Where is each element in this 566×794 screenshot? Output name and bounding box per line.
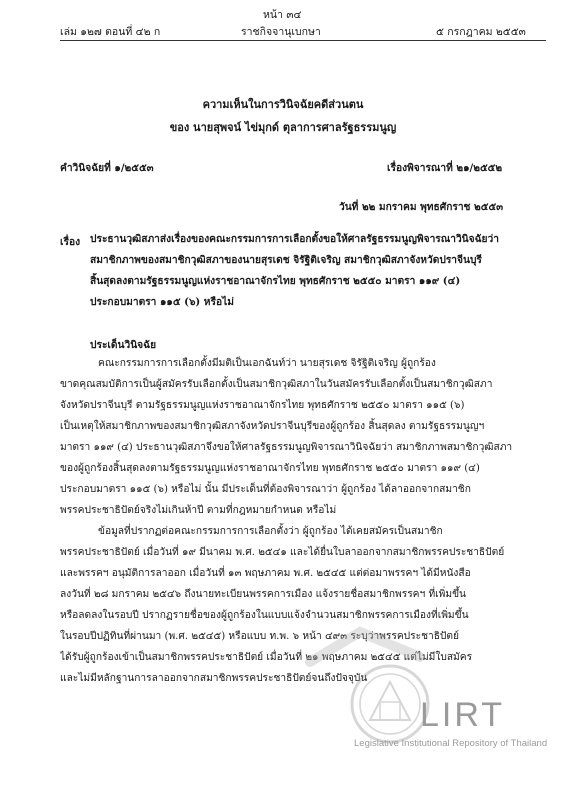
- text-line: ลงวันที่ ๒๘ มกราคม ๒๕๔๖ ถึงนายทะเบียนพรรคการเมือง แจ้งรายชื่อสมาชิกพรรคฯ ที่เพิ่มขึ้น: [60, 589, 467, 600]
- text-line: ประกอบมาตรา ๑๑๕ (๖) หรือไม่ นั้น มีประเด็นที่ต้องพิจารณาว่า ผู้ถูกร้อง ได้ลาออกจากสมาชิก: [60, 484, 471, 495]
- text-line: พรรคประชาธิปัตย์ เมื่อวันที่ ๑๙ มีนาคม พ.ศ. ๒๕๔๑ และได้ยื่นใบลาออกจากสมาชิกพรรคประชาธิปัตย์: [60, 547, 505, 558]
- document-title: ความเห็นในการวินิจฉัยคดีส่วนตน: [202, 98, 364, 111]
- subject-label: เรื่อง: [60, 236, 81, 248]
- volume-issue: เล่ม ๑๒๗ ตอนที่ ๔๒ ก: [60, 26, 161, 38]
- ruling-date: วันที่ ๒๒ มกราคม พุทธศักราช ๒๕๕๓: [339, 201, 504, 213]
- subject-line: ประธานวุฒิสภาส่งเรื่องของคณะกรรมการการเลือกตั้งขอให้ศาลรัฐธรรมนูญพิจารณาวินิจฉัยว่า: [90, 233, 499, 245]
- document-subtitle: ของ นายสุพจน์ ไข่มุกด์ ตุลาการศาลรัฐธรรมนูญ: [169, 121, 397, 134]
- subject-line: ประกอบมาตรา ๑๑๕ (๖) หรือไม่: [90, 296, 234, 308]
- subject-line: สิ้นสุดลงตามรัฐธรรมนูญแห่งราชอาณาจักรไทย พุทธศักราช ๒๕๕๐ มาตรา ๑๑๙ (๔): [90, 275, 461, 287]
- text-line: ในรอบปีปฏิทินที่ผ่านมา (พ.ศ. ๒๕๔๕) หรือแบบ ท.พ. ๖ หน้า ๔๙๓ ระบุว่าพรรคประชาธิปัตย์: [60, 631, 459, 642]
- case-number: เรื่องพิจารณาที่ ๒๑/๒๕๕๒: [387, 162, 503, 174]
- text-line: ได้รับผู้ถูกร้องเข้าเป็นสมาชิกพรรคประชาธิปัตย์ เมื่อวันที่ ๒๑ พฤษภาคม ๒๕๔๕ แต่ไม่มีใบสมัคร: [60, 652, 473, 663]
- ruling-number: คำวินิจฉัยที่ ๑/๒๕๕๓: [60, 162, 154, 174]
- text-line: และไม่มีหลักฐานการลาออกจากสมาชิกพรรคประชาธิปัตย์จนถึงปัจจุบัน: [60, 673, 368, 684]
- text-line: ขาดคุณสมบัติการเป็นผู้สมัครรับเลือกตั้งเป็นสมาชิกวุฒิสภาในวันสมัครรับเลือกตั้งเป็นสมาชิกวุฒิสภา: [60, 379, 493, 390]
- issue-heading: ประเด็นวินิจฉัย: [90, 339, 157, 351]
- paragraph-issue: [60, 353, 546, 521]
- text-line: คณะกรรมการการเลือกตั้งมีมติเป็นเอกฉันท์ว่า นายสุรเดช จิรัฐิติเจริญ ผู้ถูกร้อง: [98, 358, 436, 369]
- text-line: พรรคประชาธิปัตย์จริงไม่เกินห้าปี ตามที่กฎหมายกำหนด หรือไม่: [60, 505, 337, 516]
- text-line: และพรรคฯ อนุมัติการลาออก เมื่อวันที่ ๑๓ พฤษภาคม พ.ศ. ๒๕๔๕ แต่ต่อมาพรรคฯ ได้มีหนังสือ: [60, 568, 471, 579]
- subject-text: [90, 229, 546, 313]
- watermark-caption: Legislative Institutional Repository of Thailand: [354, 738, 548, 749]
- subject-line: สมาชิกภาพของสมาชิกวุฒิสภาของนายสุรเดช จิรัฐิติเจริญ สมาชิกวุฒิสภาจังหวัดปราจีนบุรี: [90, 254, 482, 266]
- gazette-name: ราชกิจจานุเบกษา: [241, 26, 321, 38]
- text-line: หรือลดลงในรอบปี ปรากฏรายชื่อของผู้ถูกร้องในแบบแจ้งจำนวนสมาชิกพรรคการเมืองที่เพิ่มขึ้น: [60, 610, 469, 621]
- text-line: ของผู้ถูกร้องสิ้นสุดลงตามรัฐธรรมนูญแห่งราชอาณาจักรไทย พุทธศักราช ๒๕๕๐ มาตรา ๑๑๙ (๔): [60, 463, 480, 474]
- text-line: ข้อมูลที่ปรากฏต่อคณะกรรมการการเลือกตั้งว่า ผู้ถูกร้อง ได้เคยสมัครเป็นสมาชิก: [98, 526, 443, 537]
- page-number: หน้า ๓๔: [263, 9, 302, 21]
- watermark-logo-text: LIRT: [420, 696, 506, 734]
- gazette-date: ๕ กรกฎาคม ๒๕๕๓: [436, 26, 526, 38]
- header-rule: [60, 40, 546, 41]
- text-line: จังหวัดปราจีนบุรี ตามรัฐธรรมนูญแห่งราชอาณาจักรไทย พุทธศักราช ๒๕๕๐ มาตรา ๑๑๕ (๖): [60, 400, 465, 411]
- text-line: มาตรา ๑๑๙ (๔) ประธานวุฒิสภาจึงขอให้ศาลรัฐธรรมนูญพิจารณาวินิจฉัยว่า สมาชิกภาพสมาชิกวุฒิสภา: [60, 442, 513, 453]
- text-line: เป็นเหตุให้สมาชิกภาพของสมาชิกวุฒิสภาจังหวัดปราจีนบุรีของผู้ถูกร้อง สิ้นสุดลง ตามรัฐธรรมนูญฯ: [60, 421, 485, 432]
